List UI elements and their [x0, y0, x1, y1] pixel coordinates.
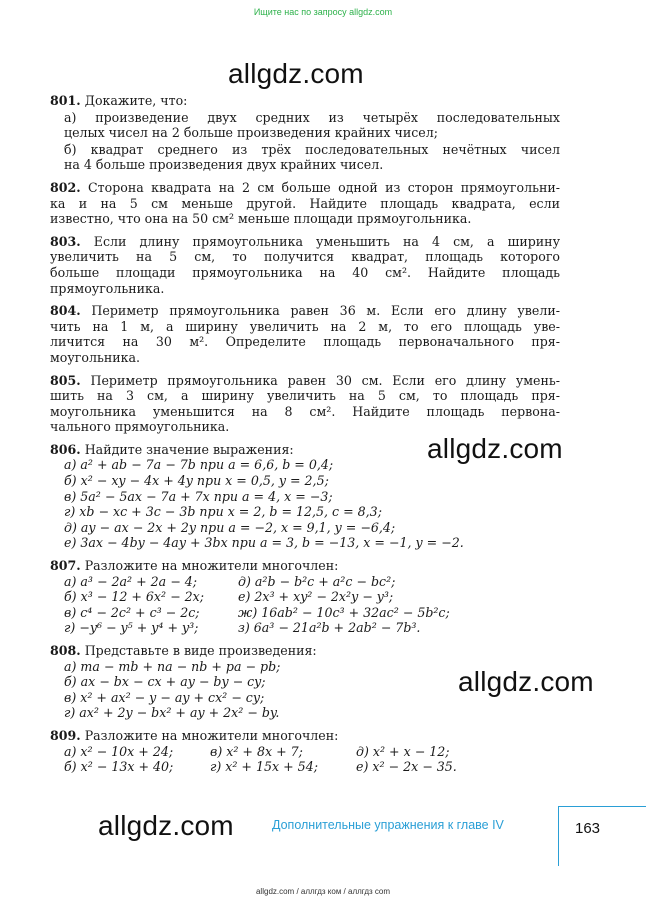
expression-item: д) ay − ax − 2x + 2y при a = −2, x = 9,1, y = −6,4; [64, 519, 396, 535]
problem-text: известно, что она на 50 см² меньше площади прямоугольника. [50, 211, 472, 227]
problem-text-line [50, 234, 560, 250]
watermark: allgdz.com [228, 58, 364, 89]
problem-text: личится на 30 м². Определите площадь первоначального пря- [50, 334, 560, 350]
problem-text: Сторона квадрата на 2 см больше одной из сторон прямоугольни- [88, 179, 560, 195]
problem-text-line [50, 373, 560, 389]
problem-text-line [50, 728, 560, 744]
expression-item: б) x² − 13x + 40; [64, 759, 174, 775]
problem-806 [50, 442, 560, 551]
footer-divider [558, 806, 646, 807]
problem-text: моугольника уменьшится на 8 см². Найдите площадь первона- [50, 403, 560, 419]
expression-item: в) x² + ax² − y − ay + cx² − cy; [64, 689, 265, 705]
problem-802 [50, 180, 560, 227]
problem-text: чить на 1 м, а ширину увеличить на 2 м, то его площадь уве- [50, 318, 560, 334]
problem-text: больше площади прямоугольника на 40 см². Найдите площадь [50, 264, 560, 280]
problem-text-line [50, 319, 560, 335]
problem-text-line [50, 350, 560, 366]
problem-text-line [50, 249, 560, 265]
problem-text-line [50, 442, 560, 458]
watermark: allgdz.com [98, 810, 234, 841]
problem-text-line [50, 265, 560, 281]
expression-item: е) x² − 2x − 35. [356, 759, 457, 775]
problem-text: моугольника. [50, 349, 140, 365]
exercise-list [50, 93, 560, 782]
bottom-banner[interactable]: allgdz.com / аллгдз ком / аллгдз com [255, 887, 391, 896]
expression-item: г) x² + 15x + 54; [210, 759, 318, 775]
chapter-title: Дополнительные упражнения к главе IV [272, 818, 504, 832]
problem-text-line [50, 196, 560, 212]
expression-item: б) ax − bx − cx + ay − by − cy; [64, 674, 266, 690]
top-banner[interactable]: Ищите нас по запросу allgdz.com [253, 7, 393, 17]
expression-item: г) ax² + 2y − bx² + ay + 2x² − by. [64, 705, 280, 721]
sub-statement [50, 110, 560, 141]
page-number: 163 [575, 820, 601, 837]
problem-text: Разложите на множители многочлен: [84, 558, 339, 574]
problem-text: Докажите, что: [84, 93, 188, 108]
problem-text-line [50, 281, 560, 297]
problem-text-line [50, 211, 560, 227]
expression-item: а) ma − mb + na − nb + pa − pb; [64, 658, 281, 674]
sub-statement-line: на 4 больше произведения двух крайних чисел. [64, 157, 384, 173]
problem-number: 801. [50, 93, 81, 108]
expression-grid [50, 744, 560, 775]
problem-number: 802. [50, 179, 81, 195]
expression-item: а) a² + ab − 7a − 7b при a = 6,6, b = 0,4; [64, 457, 334, 473]
sub-statement-line: целых чисел на 2 больше произведения крайних чисел; [64, 125, 438, 141]
problem-text: Если длину прямоугольника уменьшить на 4 см, а ширину [93, 233, 560, 249]
expression-item: б) x³ − 12 + 6x² − 2x; [64, 589, 204, 605]
problem-text-line [50, 643, 560, 659]
expression-item: ж) 16ab² − 10c³ + 32ac² − 5b²c; [238, 604, 450, 620]
problem-text: чального прямоугольника. [50, 419, 230, 435]
expression-item: з) 6a³ − 21a²b + 2ab² − 7b³. [238, 620, 421, 636]
problem-text-line [50, 180, 560, 196]
expression-item: в) 5a² − 5ax − 7a + 7x при a = 4, x = −3; [64, 488, 333, 504]
problem-text: Периметр прямоугольника равен 30 см. Если его длину умень- [90, 372, 560, 388]
problem-number: 805. [50, 372, 81, 388]
problem-801 [50, 93, 560, 173]
expression-grid [50, 574, 560, 636]
problem-text-line [50, 388, 560, 404]
expression-item: г) xb − xc + 3c − 3b при x = 2, b = 12,5, c = 8,3; [64, 504, 382, 520]
problem-number: 807. [50, 558, 81, 574]
problem-808 [50, 643, 560, 721]
problem-text: увеличить на 5 см, то получится квадрат, площадь которого [50, 249, 560, 265]
problem-text-line [50, 404, 560, 420]
watermark: allgdz.com [458, 666, 594, 697]
problem-text-line [50, 419, 560, 435]
problem-text: Представьте в виде произведения: [84, 643, 317, 658]
problem-805 [50, 373, 560, 435]
problem-804 [50, 303, 560, 365]
expression-item: а) x² − 10x + 24; [64, 743, 174, 759]
expression-item: д) x² + x − 12; [356, 743, 450, 759]
expression-item: д) a²b − b²c + a²c − bc²; [238, 573, 396, 589]
expression-item: г) −y⁶ − y⁵ + y⁴ + y³; [64, 620, 199, 636]
problem-number: 806. [50, 441, 81, 457]
problem-text: прямоугольника. [50, 280, 165, 296]
problem-803 [50, 234, 560, 296]
expression-item: е) 2x³ + xy² − 2x²y − y³; [238, 589, 394, 605]
problem-text: Периметр прямоугольника равен 36 м. Если его длину увели- [91, 303, 560, 319]
problem-number: 809. [50, 727, 81, 743]
watermark: allgdz.com [427, 433, 563, 464]
problem-text-line [50, 93, 560, 109]
sub-statement-line: б) квадрат среднего из трёх последовательных нечётных чисел [64, 141, 560, 157]
problem-809 [50, 728, 560, 775]
problem-number: 804. [50, 303, 81, 319]
problem-text-line [50, 303, 560, 319]
expression-item: в) x² + 8x + 7; [210, 743, 303, 759]
problem-text-line [50, 558, 560, 574]
sub-statement-line: а) произведение двух средних из четырёх последовательных [64, 109, 560, 125]
expression-item: б) x² − xy − 4x + 4y при x = 0,5, y = 2,5; [64, 473, 329, 489]
problem-text: шить на 3 см, а ширину увеличить на 5 см, то площадь пря- [50, 388, 560, 404]
expression-item: е) 3ax − 4by − 4ay + 3bx при a = 3, b = −13, x = −1, y = −2. [64, 535, 464, 551]
expression-item: в) c⁴ − 2c² + c³ − 2c; [64, 604, 200, 620]
problem-807 [50, 558, 560, 636]
problem-text: Найдите значение выражения: [84, 441, 294, 457]
sub-statement [50, 142, 560, 173]
problem-number: 803. [50, 233, 81, 249]
problem-text: ка и на 5 см меньше другой. Найдите площадь квадрата, если [50, 195, 560, 211]
footer-divider [558, 806, 559, 866]
problem-text-line [50, 334, 560, 350]
expression-item: а) a³ − 2a² + 2a − 4; [64, 573, 198, 589]
problem-number: 808. [50, 643, 81, 658]
problem-text: Разложите на множители многочлен: [84, 727, 339, 743]
